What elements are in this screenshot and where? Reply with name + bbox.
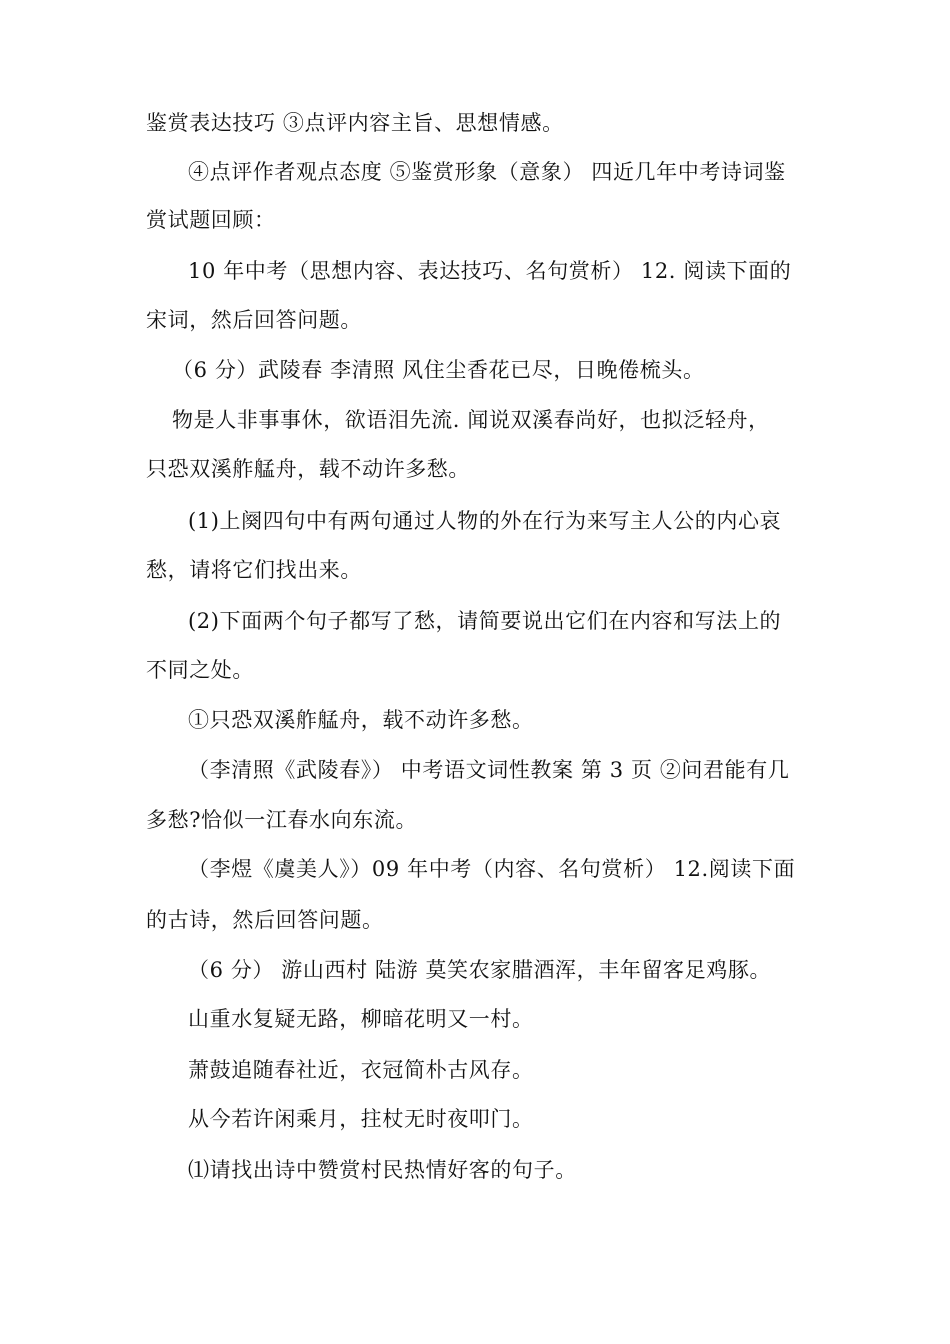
text-line: 的古诗，然后回答问题。 [146, 908, 384, 932]
text-line: 宋词，然后回答问题。 [146, 308, 362, 332]
text-line: 10 年中考（思想内容、表达技巧、名句赏析） 12. 阅读下面的 [188, 259, 792, 283]
text-line: （李清照《武陵春》） 中考语文词性教案 第 3 页 ②问君能有几 [188, 758, 790, 782]
text-line: 萧鼓追随春社近，衣冠简朴古风存。 [188, 1058, 534, 1082]
text-line: 不同之处。 [146, 658, 254, 682]
text-line: ①只恐双溪舴艋舟，载不动许多愁。 [188, 708, 534, 732]
text-line: （李煜《虞美人》）09 年中考（内容、名句赏析） 12.阅读下面 [188, 857, 796, 881]
text-line: 多愁?恰似一江春水向东流。 [146, 808, 418, 832]
text-line: ④点评作者观点态度 ⑤鉴赏形象（意象） 四近几年中考诗词鉴 [188, 160, 786, 184]
text-line: 愁，请将它们找出来。 [146, 558, 362, 582]
text-line: 从今若许闲乘月，拄杖无时夜叩门。 [188, 1107, 534, 1131]
text-line: 赏试题回顾： [146, 208, 276, 232]
text-line: ⑴请找出诗中赞赏村民热情好客的句子。 [188, 1158, 577, 1182]
text-line: 鉴赏表达技巧 ③点评内容主旨、思想情感。 [146, 111, 564, 135]
text-line: (2)下面两个句子都写了愁，请简要说出它们在内容和写法上的 [188, 609, 782, 633]
text-line: (1)上阕四句中有两句通过人物的外在行为来写主人公的内心哀 [188, 509, 782, 533]
text-line: （6 分） 游山西村 陆游 莫笑农家腊酒浑，丰年留客足鸡豚。 [188, 958, 772, 982]
text-line: 山重水复疑无路，柳暗花明又一村。 [188, 1007, 534, 1031]
text-line: 只恐双溪舴艋舟，载不动许多愁。 [146, 457, 470, 481]
text-line: 物是人非事事休，欲语泪先流. 闻说双溪春尚好，也拟泛轻舟， [172, 408, 770, 432]
text-line: （6 分）武陵春 李清照 风住尘香花已尽，日晚倦梳头。 [172, 358, 705, 382]
